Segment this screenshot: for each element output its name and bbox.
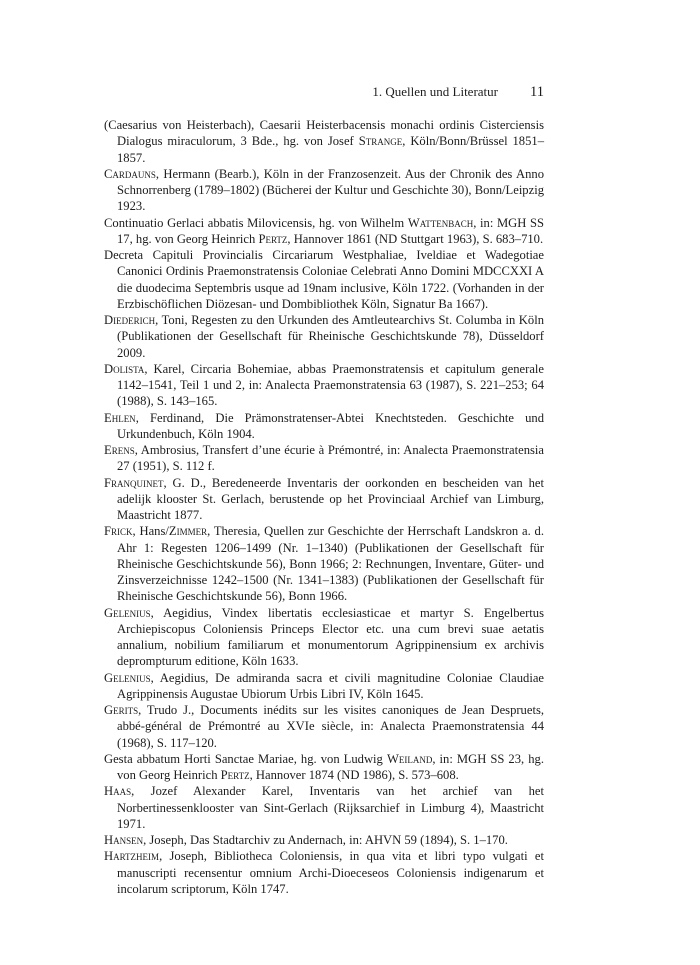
entry-text: , Köln/Bonn/Brüssel 1851–1857. (117, 134, 544, 165)
editor-name: Weiland (386, 751, 433, 766)
author-name: Gerits (104, 703, 139, 717)
entry-text: , Jozef Alexander Karel, Inventaris van het archief van het Norbertinessenklooster van Sint-Gerlach (Rijksarchief in Limburg 4), Maastricht 1971. (117, 784, 544, 831)
bib-entry (104, 215, 544, 248)
bib-entry (104, 832, 544, 848)
author-name: Dolista (104, 361, 145, 376)
bib-entry (104, 442, 544, 475)
author-name: Haas (104, 784, 132, 799)
editor-name: Strange (358, 134, 403, 149)
page-number: 11 (530, 84, 544, 100)
entry-text: , Hans/ (132, 524, 169, 539)
author-name: Cardauns (104, 166, 156, 181)
entry-text: (Caesarius von Heisterbach), Caesarii Heisterbacensis monachi ordinis Cisterciensis Dialogus miraculorum, 3 Bde., hg. von Josef (104, 118, 544, 149)
author-name: Ehlen (104, 410, 136, 425)
entry-text: , Aegidius, De admiranda sacra et civili magnitudine Coloniae Claudiae Agrippinensis Augustae Ubiorum Urbis Libri IV, Köln 1645. (117, 670, 544, 701)
bib-entry (104, 783, 544, 832)
bib-entry (104, 848, 544, 897)
running-head: 1. Quellen und Literatur (372, 84, 498, 99)
author-name: Gelenius (104, 670, 151, 685)
entry-text: , Ambrosius, Transfert d’une écurie à Prémontré, in: Analecta Praemonstratensia 27 (1951), S. 112 f. (117, 443, 544, 474)
bib-entry (104, 117, 544, 166)
bib-entry (104, 605, 544, 670)
bib-entry (104, 751, 544, 784)
bib-entry (104, 670, 544, 703)
bib-entry (104, 312, 544, 361)
entry-text: Gesta abbatum Horti Sanctae Mariae, hg. von Ludwig (104, 751, 383, 766)
entry-text: , Hannover 1874 (ND 1986), S. 573–608. (249, 768, 459, 782)
entry-text: , Trudo J., Documents inédits sur les visites canoniques de Jean Despruets, abbé-général de Prémontré au XVIe siècle, in: Analecta Praemonstratensia 44 (1968), S. 117–120. (117, 703, 544, 750)
editor-name: Pertz (220, 768, 250, 782)
entry-text: , Hannover 1861 (ND Stuttgart 1963), S. 683–710. (287, 231, 544, 246)
entry-text: , G. D., Beredeneerde Inventaris der oorkonden en bescheiden van het adelijk klooster St. Gerlach, berustende op het Provinciaal Archief van Limburg, Maastricht 1877. (117, 475, 544, 522)
bib-entry (104, 702, 544, 751)
author-name: Frick (104, 524, 133, 539)
bib-entry (104, 410, 544, 443)
entry-text: , Karel, Circaria Bohemiae, abbas Praemonstratensis et capitulum generale 1142–1541, Teil 1 und 2, in: Analecta Praemonstratensia 63 (1987), S. 221–253; 64 (1988), S. 143–165. (117, 361, 544, 409)
entry-text: , Toni, Regesten zu den Urkunden des Amtleutearchivs St. Columba in Köln (Publikationen der Gesellschaft für Rheinische Geschichtskunde 78), Düsseldorf 2009. (117, 313, 544, 360)
page-header (104, 82, 544, 102)
author-name: Gelenius (104, 605, 151, 620)
author-name: Franquinet (104, 475, 164, 490)
entry-text: , Joseph, Bibliotheca Coloniensis, in qua vita et libri typo vulgati et manuscripti recensentur omnium Archi-Dioeceseos Coloniensis indigenarum et incolarum scriptorum, Köln 1747. (117, 849, 544, 896)
entry-text: , Hermann (Bearb.), Köln in der Franzosenzeit. Aus der Chronik des Anno Schnorrenberg (1789–1802) (Bücherei der Kultur und Geschichte 30), Bonn/Leipzig 1923. (117, 166, 544, 214)
author-name: Diederich (104, 313, 156, 327)
editor-name: Pertz (258, 231, 288, 246)
entry-text: Continuatio Gerlaci abbatis Milovicensis, hg. von Wilhelm (104, 215, 405, 230)
entry-text: , in: MGH SS 17, hg. von Georg Heinrich (117, 215, 544, 246)
bib-entry (104, 166, 544, 215)
coauthor-name: Zimmer (168, 524, 208, 539)
bib-entry (104, 361, 544, 410)
entry-text: , Theresia, Quellen zur Geschichte der Herrschaft Landskron a. d. Ahr 1: Regesten 1206–1499 (Nr. 1–1340) (Publikationen der Gesellschaft für Rheinische Geschichtskunde 56), Bonn 1966; 2: Rechnungen, Inventare, Güter- und Zinsverzeichnisse 1242–1500 (Nr. 1341–1383) (Publikationen der Gesellschaft für Rheinische Geschichtskunde 56), Bonn 1966. (117, 524, 545, 604)
entry-text: Decreta Capituli Provincialis Circariarum Westphaliae, Iveldiae et Wadegotiae Canonici Ordinis Praemonstratensis Coloniae Celebrati Anno Domini MDCCXXI A die duodecima Septembris usque ad 19nam inclusive, Köln 1722. (Vorhanden in der Erzbischöflichen Diözesan- und Dombibliothek Köln, Signatur Ba 1667). (104, 248, 544, 311)
bib-entry (104, 523, 544, 604)
author-name: Erens (104, 443, 135, 457)
bib-entry (104, 475, 544, 524)
entry-text: , in: MGH SS 23, hg. von Georg Heinrich (117, 751, 544, 782)
entry-text: , Aegidius, Vindex libertatis ecclesiasticae et martyr S. Engelbertus Archiepiscopus Coloniensis Princeps Elector etc. una cum brevi suae aetatis annalium, nobilium familiarum et monumentorum Agrippinensium ex archivis deprompturum editione, Köln 1633. (117, 605, 544, 669)
author-name: Hartzheim (104, 849, 160, 864)
editor-name: Wattenbach (407, 215, 474, 230)
bibliography-list (104, 117, 544, 897)
entry-text: , Joseph, Das Stadtarchiv zu Andernach, in: AHVN 59 (1894), S. 1–170. (143, 833, 508, 847)
bib-entry (104, 247, 544, 312)
author-name: Hansen (104, 833, 144, 847)
entry-text: , Ferdinand, Die Prämonstratenser-Abtei Knechtsteden. Geschichte und Urkundenbuch, Köln 1904. (117, 410, 544, 441)
